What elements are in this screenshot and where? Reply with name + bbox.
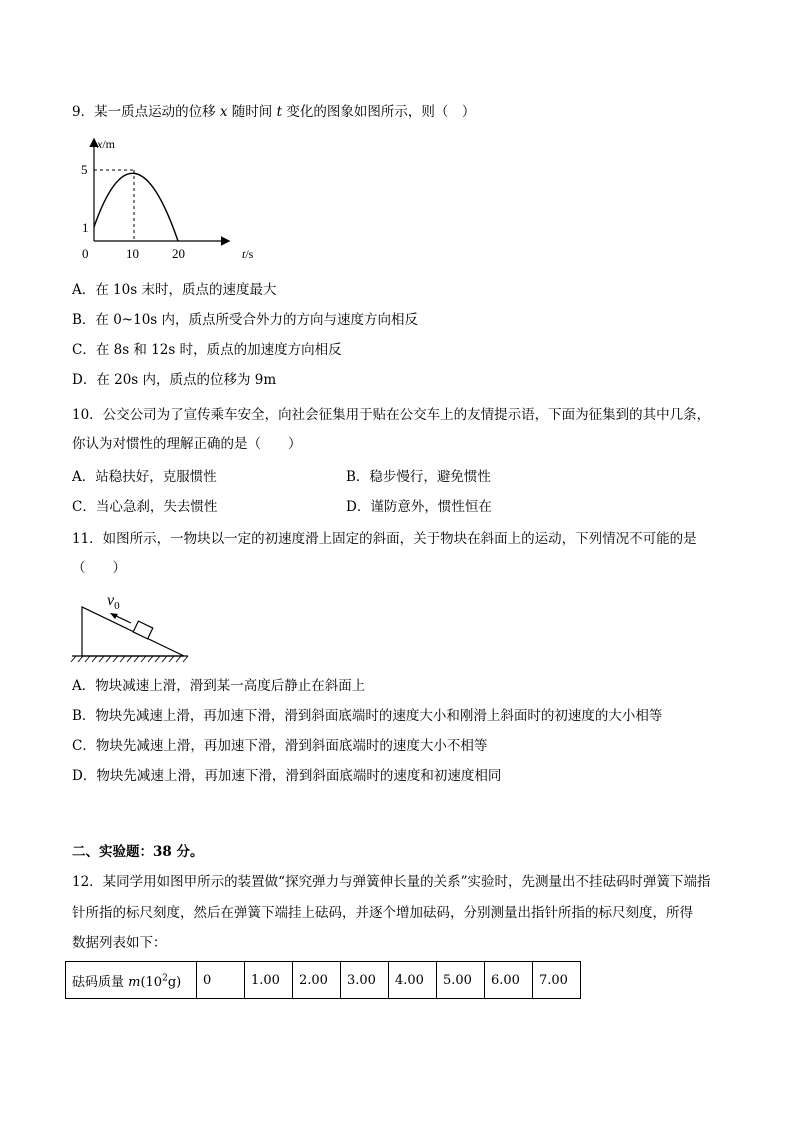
table-row: [66, 962, 581, 999]
table-cell: 1.00: [245, 962, 293, 999]
mass-data-table: [65, 961, 581, 999]
q9-stem: 9．某一质点运动的位移 x 随时间 t 变化的图象如图所示，则（ ）: [72, 104, 476, 120]
y-axis-label: x/m: [97, 137, 115, 151]
table-cell: 5.00: [437, 962, 485, 999]
x-tick-0: 0: [82, 246, 89, 261]
q11-incline-figure: [68, 590, 192, 666]
q10-option-d: D．谨防意外，惯性恒在: [346, 499, 492, 515]
table-cell: 3.00: [341, 962, 389, 999]
q10-stem-line2: 你认为对惯性的理解正确的是（ ）: [72, 436, 302, 452]
q10-option-c: C．当心急刹，失去惯性: [72, 499, 218, 515]
q12-stem-line2: 针所指的标尺刻度，然后在弹簧下端挂上砝码，并逐个增加砝码，分别测量出指针所指的标尺刻度，所得: [72, 905, 693, 921]
v0-label: $v_0$: [107, 592, 120, 612]
x-tick-10: 10: [126, 246, 139, 261]
x-axis-label: t/s: [242, 247, 254, 261]
q11-option-a: A．物块减速上滑，滑到某一高度后静止在斜面上: [72, 678, 366, 694]
q11-option-c: C．物块先减速上滑，再加速下滑，滑到斜面底端时的速度大小不相等: [72, 738, 488, 754]
q11-stem-line1: 11．如图所示，一物块以一定的初速度滑上固定的斜面，关于物块在斜面上的运动，下列情况不可能的是: [72, 531, 697, 547]
table-cell: 2.00: [293, 962, 341, 999]
ground-hatching: [71, 656, 188, 662]
section-title: 二、实验题：38 分。: [72, 844, 204, 860]
q9-option-c: C．在 8s 和 12s 时，质点的加速度方向相反: [72, 342, 342, 358]
q9-option-a: A．在 10s 末时，质点的速度最大: [72, 282, 277, 298]
q11-option-b: B．物块先减速上滑，再加速下滑，滑到斜面底端时的速度大小和刚滑上斜面时的初速度的大小相等: [72, 708, 663, 724]
table-cell: 6.00: [485, 962, 533, 999]
q10-option-b: B．稳步慢行，避免惯性: [346, 469, 491, 485]
table-cell: 0: [197, 962, 245, 999]
x-tick-20: 20: [172, 246, 185, 261]
q9-displacement-time-graph: [76, 136, 272, 266]
q10-option-a: A．站稳扶好，克服惯性: [72, 469, 217, 485]
block: [133, 621, 153, 639]
displacement-curve: [94, 173, 178, 241]
table-cell: 4.00: [389, 962, 437, 999]
q11-option-d: D．物块先减速上滑，再加速下滑，滑到斜面底端时的速度和初速度相同: [72, 768, 502, 784]
table-header-cell: 砝码质量 $m(10^2g)$: [66, 962, 197, 999]
q10-stem-line1: 10．公交公司为了宣传乘车安全，向社会征集用于贴在公交车上的友情提示语，下面为征集到的其中几条，: [72, 407, 711, 423]
q12-stem-line3: 数据列表如下：: [72, 935, 167, 951]
q12-stem-line1: 12．某同学用如图甲所示的装置做“探究弹力与弹簧伸长量的关系”实验时，先测量出不挂砝码时弹簧下端指: [72, 874, 711, 890]
y-tick-5: 5: [81, 162, 88, 177]
table-cell: 7.00: [533, 962, 581, 999]
q11-stem-line2: （ ）: [72, 560, 126, 576]
q9-option-d: D．在 20s 内，质点的位移为 9m: [72, 372, 277, 388]
q9-option-b: B．在 0~10s 内，质点所受合外力的方向与速度方向相反: [72, 312, 419, 328]
y-tick-1: 1: [82, 220, 89, 235]
